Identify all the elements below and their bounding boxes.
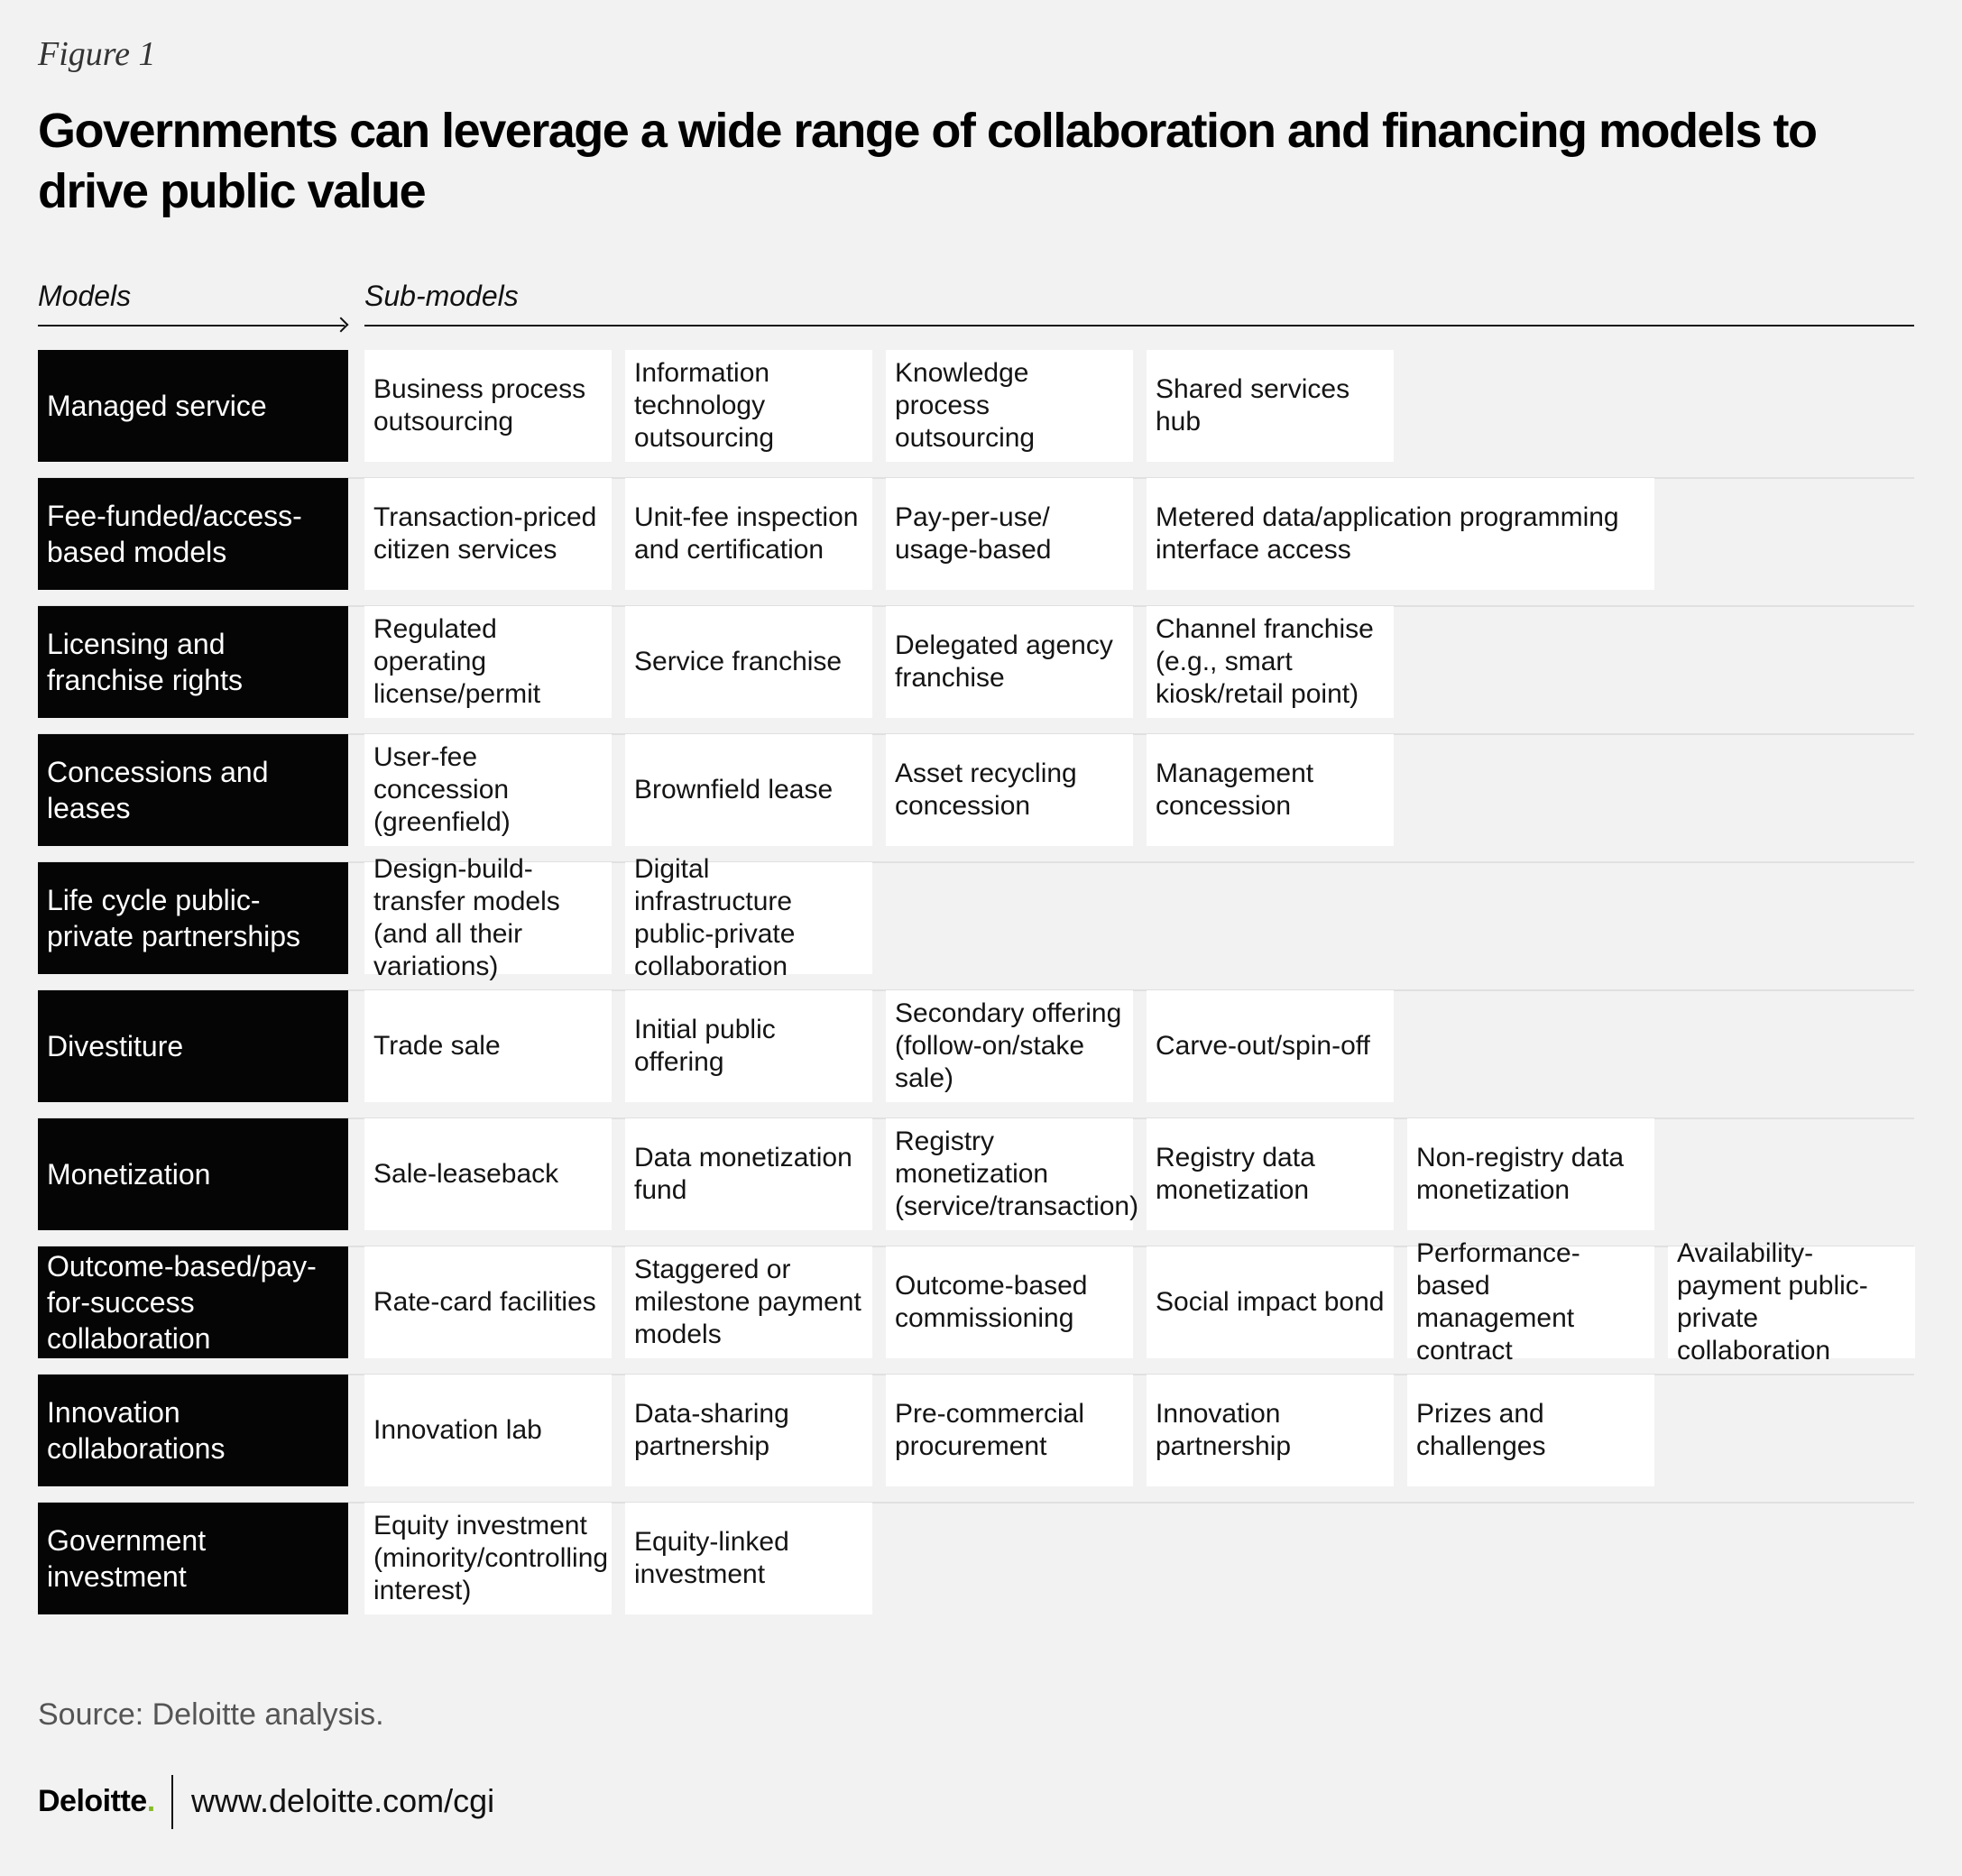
- table-row: [38, 1118, 1914, 1246]
- table-row: [38, 1238, 1914, 1375]
- sub-models-header-rule: [364, 325, 1914, 326]
- sub-model-cell: Innovation lab: [364, 1375, 612, 1486]
- website-link[interactable]: www.deloitte.com/cgi: [191, 1782, 495, 1819]
- sub-model-cell: Staggered or milestone payment models: [625, 1246, 872, 1358]
- sub-model-cell: User-fee concession (greenfield): [364, 734, 612, 846]
- sub-model-cell: Carve-out/spin-off: [1147, 990, 1394, 1102]
- sub-model-cell: Social impact bond: [1147, 1246, 1394, 1358]
- sub-model-cell: Equity-linked investment: [625, 1503, 872, 1614]
- model-cell: Licensing and franchise rights: [38, 606, 348, 718]
- sub-model-cell: Registry data monetization: [1147, 1118, 1394, 1230]
- models-table: [38, 350, 1914, 1631]
- arrow-right-icon: [334, 317, 349, 333]
- model-cell: Divestiture: [38, 990, 348, 1102]
- sub-model-cell: Performance-based management contract: [1407, 1246, 1654, 1358]
- table-row: [38, 1375, 1914, 1503]
- sub-model-cell: Registry monetization (service/transaction): [886, 1118, 1133, 1230]
- model-cell: Government investment: [38, 1503, 348, 1614]
- model-cell: Concessions and leases: [38, 734, 348, 846]
- sub-model-cell: Data-sharing partnership: [625, 1375, 872, 1486]
- source-note: Source: Deloitte analysis.: [38, 1697, 384, 1732]
- sub-model-cell: Business process outsourcing: [364, 350, 612, 462]
- sub-model-cell: Prizes and challenges: [1407, 1375, 1654, 1486]
- sub-model-cell: Information technology outsourcing: [625, 350, 872, 462]
- sub-model-cell: Unit-fee inspection and certification: [625, 478, 872, 590]
- model-cell: Fee-funded/access-based models: [38, 478, 348, 590]
- sub-model-cell: Asset recycling concession: [886, 734, 1133, 846]
- sub-model-cell: Channel franchise (e.g., smart kiosk/retail point): [1147, 606, 1394, 718]
- model-cell: Monetization: [38, 1118, 348, 1230]
- sub-models-header: Sub-models: [364, 280, 519, 312]
- sub-model-cell: Transaction-priced citizen services: [364, 478, 612, 590]
- sub-model-cell: Trade sale: [364, 990, 612, 1102]
- sub-model-cell: Rate-card facilities: [364, 1246, 612, 1358]
- sub-model-cell: Initial public offering: [625, 990, 872, 1102]
- footer-divider: [171, 1775, 173, 1829]
- sub-model-cell: Brownfield lease: [625, 734, 872, 846]
- sub-model-cell: Metered data/application programming interface access: [1147, 478, 1654, 590]
- sub-model-cell: Data monetization fund: [625, 1118, 872, 1230]
- sub-model-cell: Non-registry data monetization: [1407, 1118, 1654, 1230]
- sub-model-cell: Pay-per-use/ usage-based: [886, 478, 1133, 590]
- model-cell: Outcome-based/pay-for-success collaboration: [38, 1246, 348, 1358]
- sub-model-cell: Pre-commercial procurement: [886, 1375, 1133, 1486]
- sub-model-cell: Service franchise: [625, 606, 872, 718]
- logo-dot: .: [146, 1784, 155, 1818]
- table-row: [38, 1503, 1914, 1631]
- sub-model-cell: Digital infrastructure public-private collaboration: [625, 862, 872, 974]
- table-row: [38, 606, 1914, 734]
- sub-model-cell: Management concession: [1147, 734, 1394, 846]
- sub-model-cell: Shared services hub: [1147, 350, 1394, 462]
- sub-model-cell: Regulated operating license/permit: [364, 606, 612, 718]
- sub-model-cell: Sale-leaseback: [364, 1118, 612, 1230]
- table-row: [38, 990, 1914, 1118]
- sub-model-cell: Delegated agency franchise: [886, 606, 1133, 718]
- sub-model-cell: Availability-payment public-private collaboration: [1668, 1246, 1915, 1358]
- figure-label: Figure 1: [38, 35, 156, 73]
- models-header: Models: [38, 280, 132, 312]
- table-row: [38, 478, 1914, 606]
- sub-model-cell: Knowledge process outsourcing: [886, 350, 1133, 462]
- models-header-rule: [38, 325, 345, 326]
- table-row: [38, 734, 1914, 862]
- sub-model-cell: Secondary offering (follow-on/stake sale): [886, 990, 1133, 1102]
- model-cell: Innovation collaborations: [38, 1375, 348, 1486]
- model-cell: Life cycle public-private partnerships: [38, 862, 348, 974]
- model-cell: Managed service: [38, 350, 348, 462]
- deloitte-logo: [38, 1784, 155, 1819]
- sub-model-cell: Outcome-based commissioning: [886, 1246, 1133, 1358]
- sub-model-cell: Innovation partnership: [1147, 1375, 1394, 1486]
- logo-text: Deloitte: [38, 1784, 147, 1818]
- sub-model-cell: Design-build-transfer models (and all their variations): [364, 862, 612, 974]
- sub-model-cell: Equity investment (minority/controlling interest): [364, 1503, 612, 1614]
- figure-title: Governments can leverage a wide range of collaboration and financing models to drive public value: [38, 104, 1817, 218]
- table-row: [38, 350, 1914, 478]
- table-row: [38, 854, 1914, 990]
